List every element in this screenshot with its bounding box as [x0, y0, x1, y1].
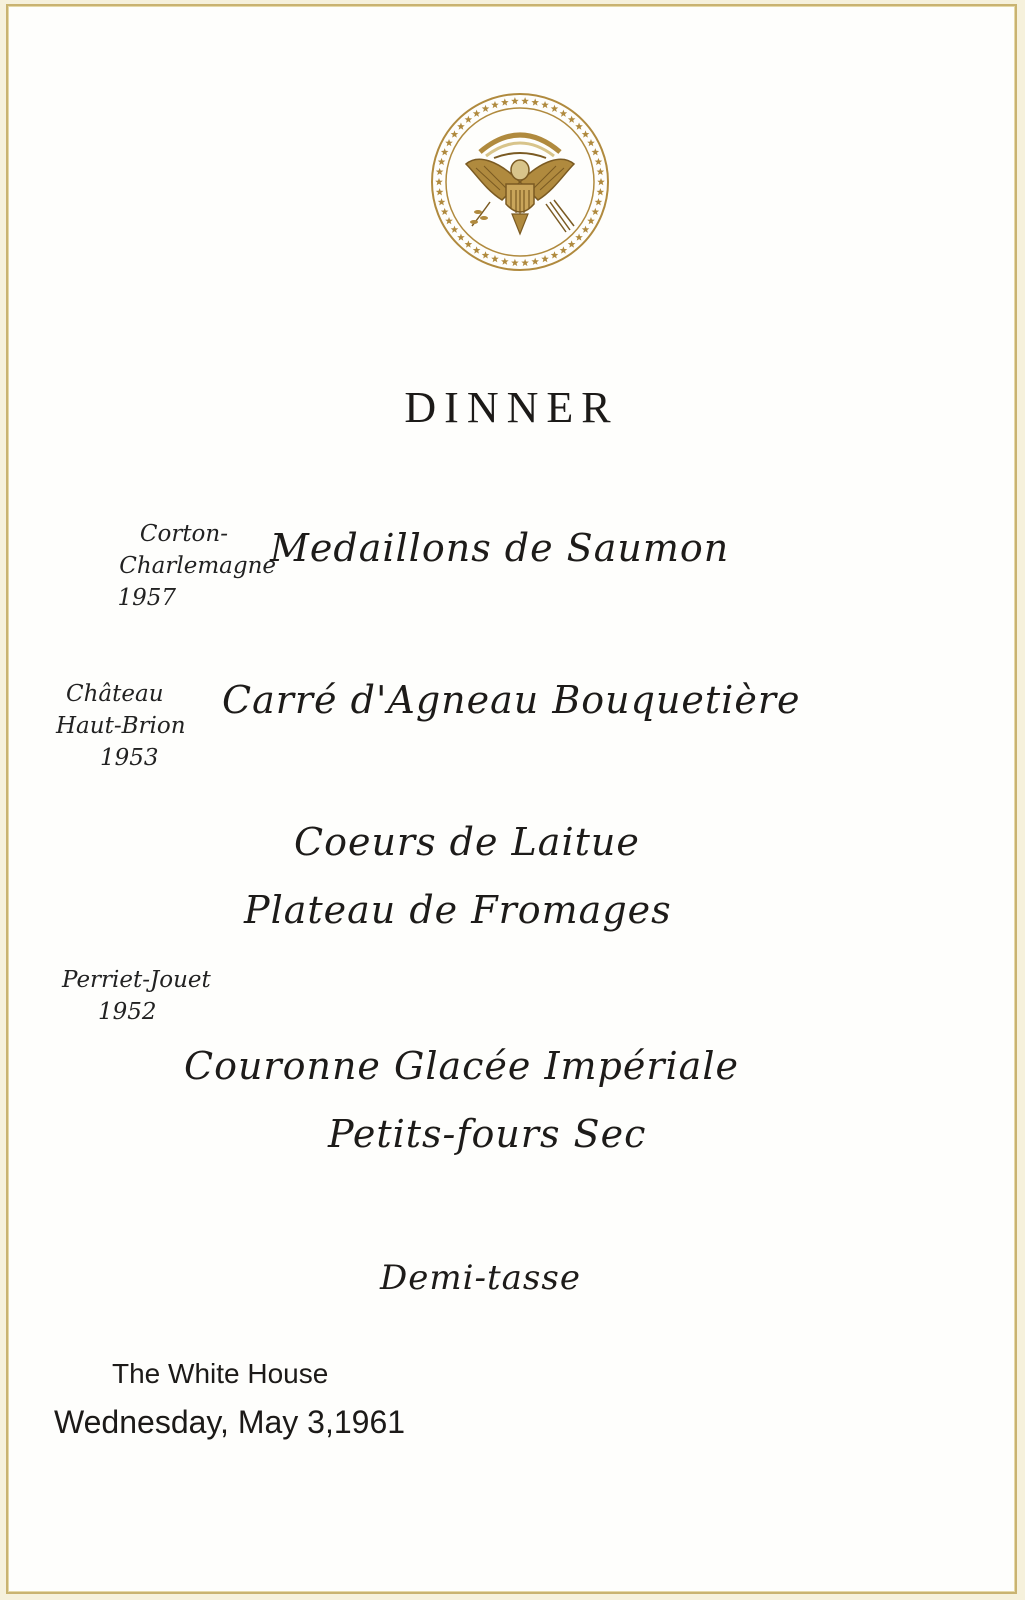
footer-place: The White House [112, 1358, 329, 1389]
seal-star-icon [531, 98, 539, 105]
course-coeurs-de-laitue: Coeurs de Laitue [294, 820, 640, 864]
course-petits-fours-sec: Petits-fours Sec [328, 1112, 647, 1156]
seal-star-icon [521, 259, 529, 266]
seal-star-icon [541, 101, 549, 108]
seal-star-icon [560, 246, 568, 253]
seal-star-icon [592, 148, 600, 155]
seal-star-icon [597, 188, 605, 195]
wine-perriet-jouet [62, 964, 302, 1028]
wine-corton-charlemagne [60, 518, 276, 614]
seal-star-icon [595, 158, 603, 165]
seal-star-icon [445, 139, 453, 146]
footer-date: Wednesday, May 3,1961 [54, 1404, 406, 1440]
seal-star-icon [597, 168, 605, 175]
seal-star-icon [473, 246, 481, 253]
presidential-seal-icon [428, 90, 612, 274]
seal-star-icon [451, 130, 459, 137]
seal-star-icon [445, 217, 453, 224]
seal-star-icon [595, 198, 603, 205]
seal-star-icon [551, 251, 559, 258]
seal-star-icon [451, 226, 459, 233]
seal-star-icon [465, 240, 473, 247]
seal-star-icon [560, 110, 568, 117]
wine-year: 1953 [100, 745, 159, 771]
course-demi-tasse: Demi-tasse [380, 1258, 581, 1298]
course-carre-d-agneau: Carré d'Agneau Bouquetière [222, 678, 801, 722]
seal-star-icon [582, 130, 590, 137]
course-plateau-de-fromages: Plateau de Fromages [244, 888, 672, 932]
seal-star-icon [511, 97, 519, 104]
wine-line: Charlemagne [119, 553, 276, 579]
seal-star-icon [501, 98, 509, 105]
course-medaillons-de-saumon: Medaillons de Saumon [270, 526, 730, 570]
seal-star-icon [568, 240, 576, 247]
seal-star-icon [521, 97, 529, 104]
seal-star-icon [473, 110, 481, 117]
seal-star-icon [587, 139, 595, 146]
seal-star-icon [457, 123, 465, 130]
seal-star-icon [568, 116, 576, 123]
wine-line: Château [66, 681, 164, 707]
seal-star-icon [575, 233, 583, 240]
wine-line: Corton- [139, 521, 228, 547]
seal-star-icon [491, 101, 499, 108]
seal-star-icon [465, 116, 473, 123]
seal-star-icon [587, 217, 595, 224]
seal-star-icon [592, 208, 600, 215]
seal-star-icon [457, 233, 465, 240]
seal-star-icon [441, 208, 449, 215]
seal-star-icon [501, 258, 509, 265]
seal-star-icon [436, 188, 444, 195]
seal-star-icon [438, 198, 446, 205]
seal-star-icon [531, 258, 539, 265]
seal-star-icon [575, 123, 583, 130]
seal-star-icon [491, 255, 499, 262]
wine-line: Perriet-Jouet [62, 967, 211, 993]
wine-year: 1957 [117, 585, 176, 611]
seal-star-icon [438, 158, 446, 165]
seal-star-icon [541, 255, 549, 262]
seal-star-icon [482, 105, 490, 112]
course-couronne-glacee-imperiale: Couronne Glacée Impériale [184, 1044, 739, 1088]
seal-star-icon [582, 226, 590, 233]
seal-star-icon [436, 168, 444, 175]
seal-star-icon [511, 259, 519, 266]
wine-year: 1952 [98, 999, 157, 1025]
wine-line: Haut-Brion [56, 713, 186, 739]
seal-star-icon [597, 178, 605, 185]
menu-card [6, 4, 1017, 1594]
menu-title: DINNER [404, 383, 619, 432]
seal-star-icon [482, 251, 490, 258]
seal-star-icon [551, 105, 559, 112]
seal-star-icon [435, 178, 443, 185]
seal-star-icon [441, 148, 449, 155]
